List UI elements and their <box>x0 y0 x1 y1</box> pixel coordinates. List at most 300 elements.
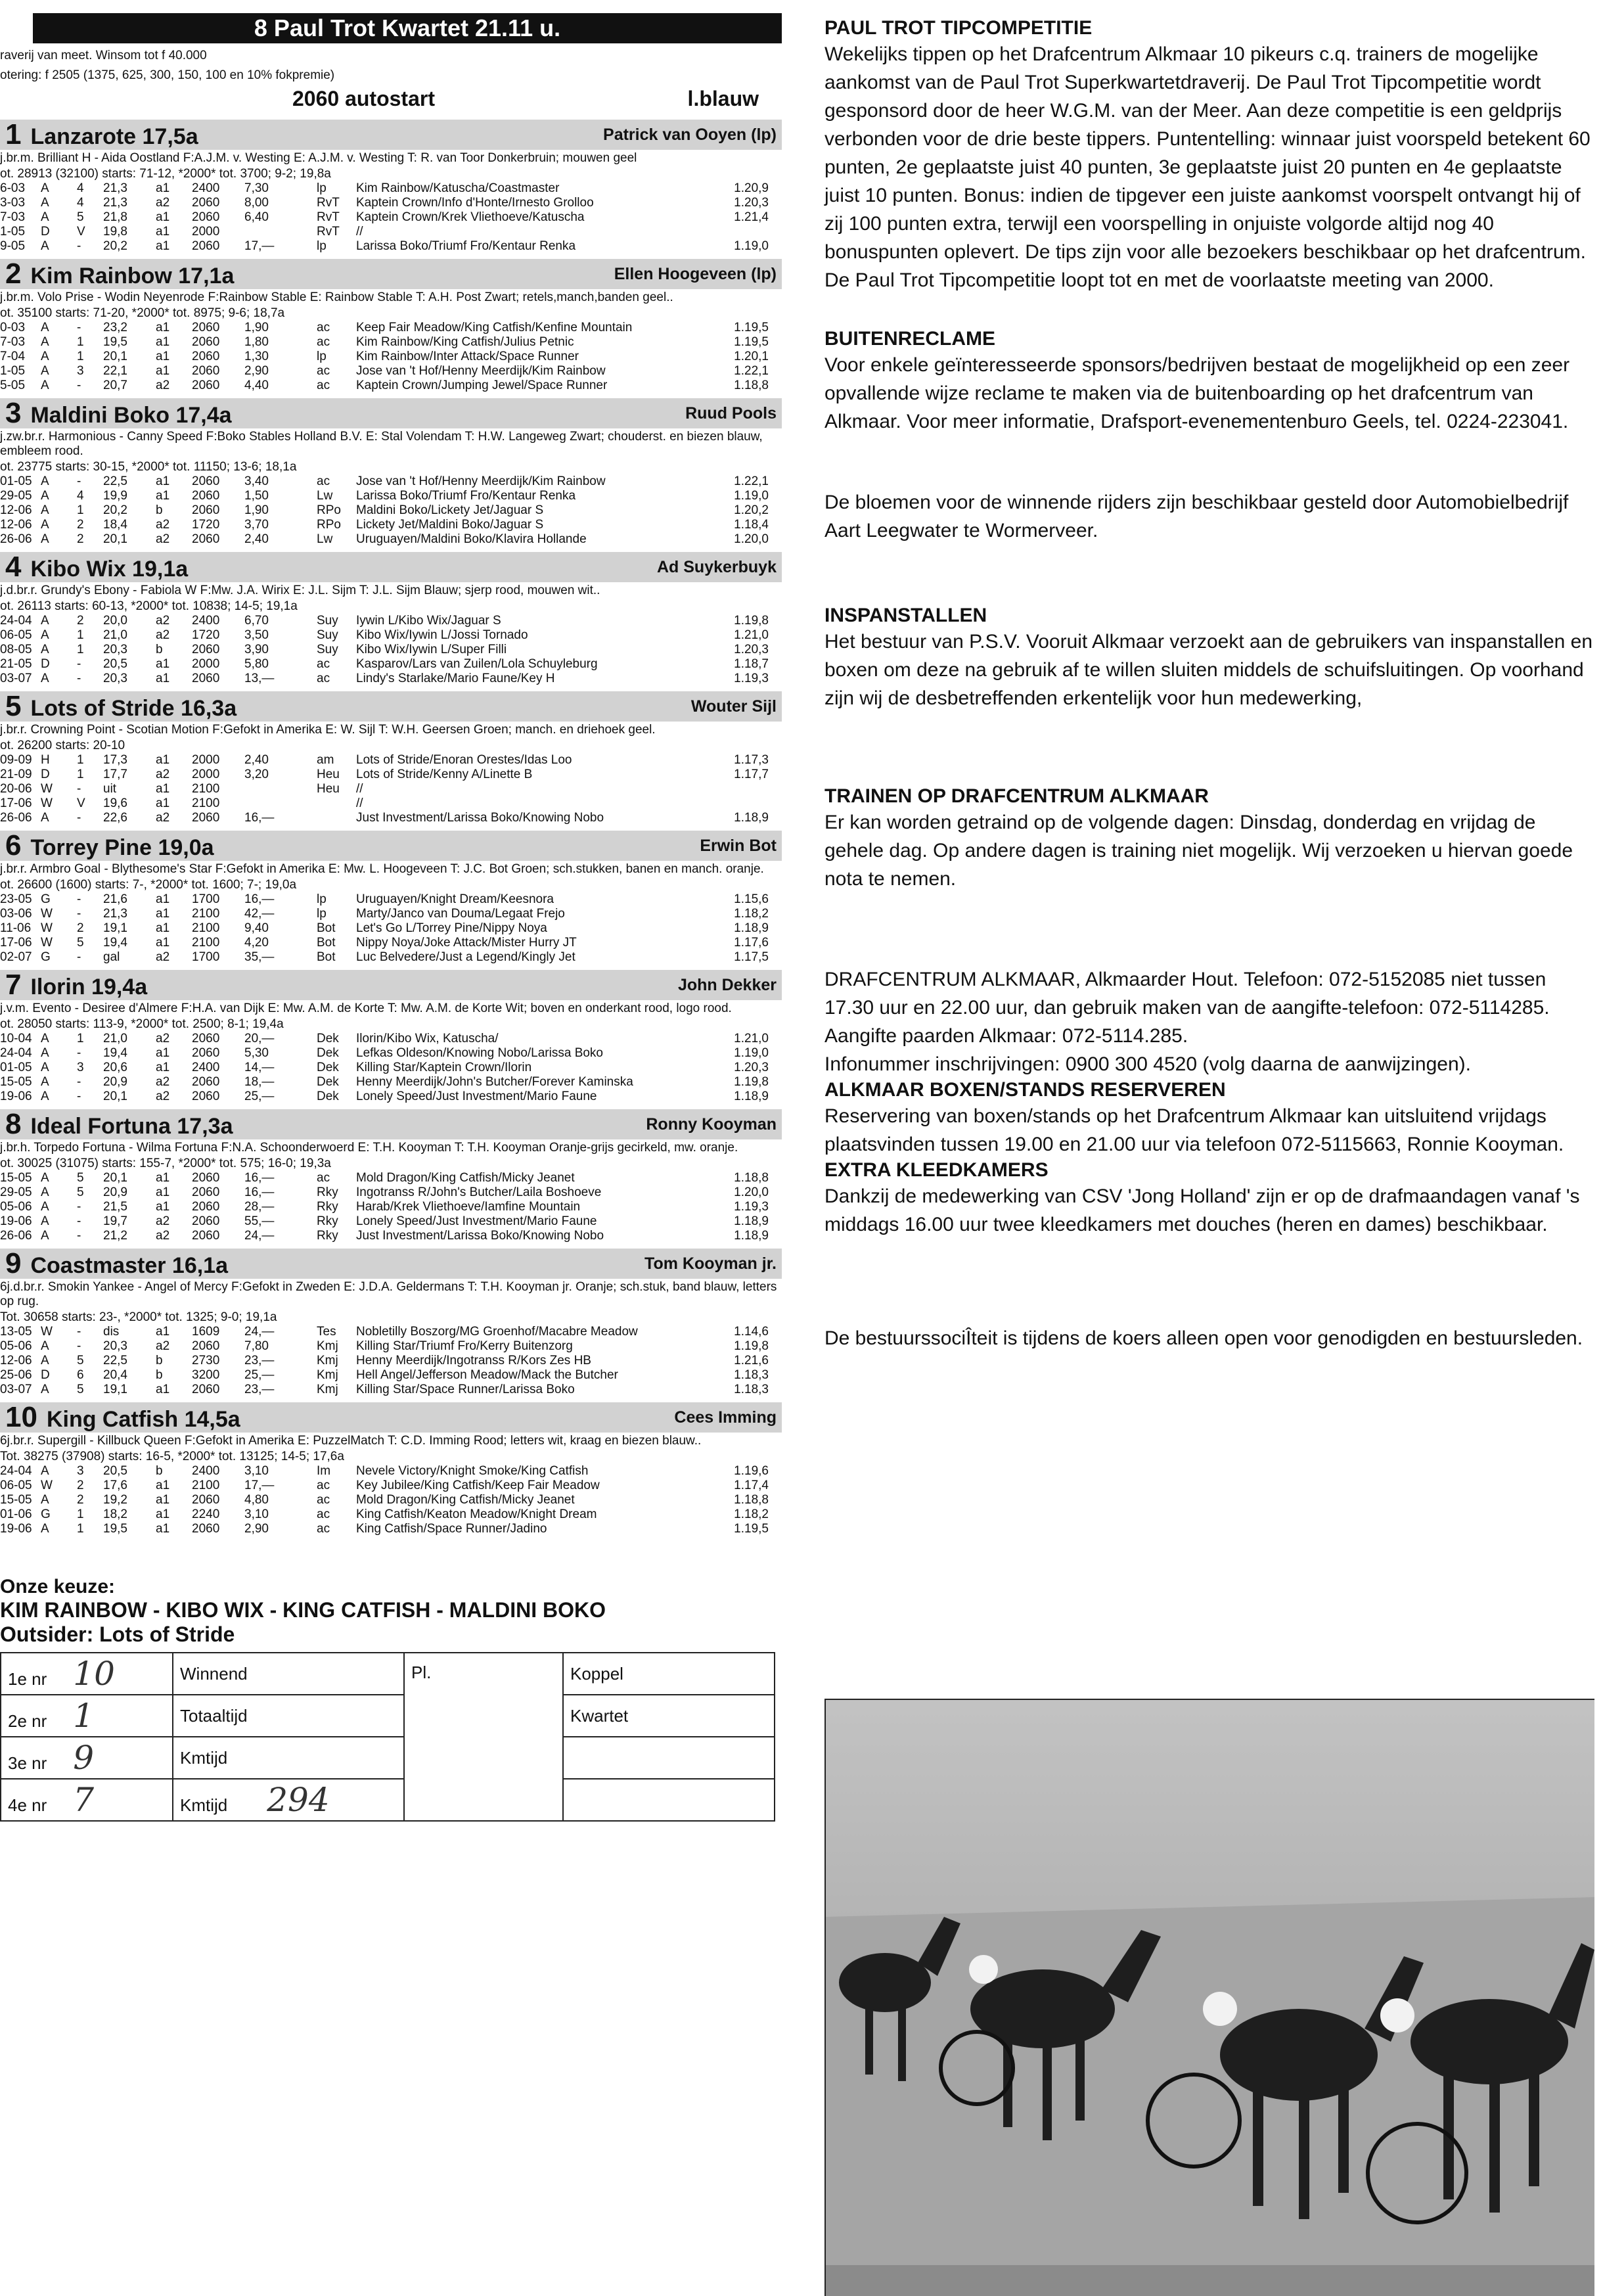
run-cell: a1 <box>156 921 170 935</box>
horse-header <box>0 970 782 1000</box>
horse-header <box>0 398 782 428</box>
run-cell: - <box>77 1339 81 1353</box>
form-cell[interactable] <box>1 1653 173 1695</box>
run-cell: 1.15,6 <box>734 892 769 906</box>
run-row <box>0 1061 769 1075</box>
run-cell: a2 <box>156 532 170 546</box>
run-cell: a2 <box>156 1229 170 1243</box>
run-row <box>0 1229 769 1243</box>
run-cell: a1 <box>156 892 170 906</box>
run-row <box>0 1368 769 1383</box>
form-cell[interactable]: Winnend <box>173 1653 404 1695</box>
horse-number: 10 <box>5 1401 37 1433</box>
run-cell: Ingotranss R/John's Butcher/Laila Boshoeve <box>356 1185 602 1199</box>
run-cell: 4 <box>77 489 84 503</box>
run-row <box>0 936 769 950</box>
run-cell: A <box>41 628 49 642</box>
race-header: 8 Paul Trot Kwartet 21.11 u. <box>33 13 782 43</box>
run-row <box>0 1493 769 1507</box>
run-cell: a1 <box>156 321 170 334</box>
recent-runs <box>0 1032 769 1104</box>
run-cell: Rky <box>317 1185 338 1199</box>
section-title: PAUL TROT TIPCOMPETITIE <box>824 17 1093 39</box>
run-cell: 1.18,7 <box>734 657 769 671</box>
run-cell: - <box>77 892 81 906</box>
run-cell: A <box>41 1383 49 1396</box>
run-cell: a2 <box>156 768 170 781</box>
run-cell: 5 <box>77 1171 84 1185</box>
run-cell: a1 <box>156 1325 170 1339</box>
run-cell: 17,— <box>244 1479 275 1492</box>
run-cell: A <box>41 1214 49 1228</box>
run-cell: 03-06 <box>0 907 32 921</box>
run-cell: 2060 <box>192 1200 220 1214</box>
run-cell: G <box>41 1507 51 1521</box>
run-cell: - <box>77 657 81 671</box>
run-cell: W <box>41 936 53 950</box>
run-cell: 21,3 <box>103 196 127 210</box>
run-cell: // <box>356 782 363 796</box>
form-cell[interactable]: Koppel <box>563 1653 775 1695</box>
horse-title: Ilorin 19,4a <box>30 975 148 999</box>
photo-illustration <box>826 1700 1594 2296</box>
run-cell: 2060 <box>192 321 220 334</box>
run-cell: 2060 <box>192 1046 220 1060</box>
horse-list <box>0 120 782 1536</box>
run-cell: 1700 <box>192 892 220 906</box>
run-cell: 25,— <box>244 1090 275 1103</box>
horse-number: 6 <box>5 829 22 861</box>
run-cell: 26-06 <box>0 532 32 546</box>
run-row <box>0 768 769 782</box>
run-cell: 2100 <box>192 1479 220 1492</box>
run-cell: Lindy's Starlake/Mario Faune/Key H <box>356 672 555 685</box>
form-cell[interactable] <box>563 1779 775 1821</box>
run-cell: a1 <box>156 474 170 488</box>
run-cell: 20,9 <box>103 1185 127 1199</box>
run-cell: 2060 <box>192 1383 220 1396</box>
run-row <box>0 239 769 254</box>
run-cell: Lots of Stride/Kenny A/Linette B <box>356 768 533 781</box>
horse-name <box>5 829 214 862</box>
run-cell: 2060 <box>192 1339 220 1353</box>
run-cell: D <box>41 225 50 239</box>
run-cell: Kmj <box>317 1354 338 1367</box>
form-row <box>1 1695 775 1737</box>
run-cell: 2060 <box>192 1185 220 1199</box>
run-cell: 12-06 <box>0 518 32 532</box>
run-cell: 2 <box>77 921 84 935</box>
form-cell[interactable] <box>1 1779 173 1821</box>
run-row <box>0 907 769 921</box>
section-text: DRAFCENTRUM ALKMAAR, Alkmaarder Hout. Telefoon: 072-5152085 niet tussen 17.30 uur en 22.00 uur, dan gebruik maken van de aangifte-telefoon: 072-5114285. <box>824 969 1550 1019</box>
run-cell: - <box>77 379 81 392</box>
run-cell: 23,2 <box>103 321 127 334</box>
run-cell: Nevele Victory/Knight Smoke/King Catfish <box>356 1464 589 1478</box>
horse-entry <box>0 1249 782 1397</box>
horse-title: Maldini Boko 17,4a <box>30 403 232 428</box>
form-cell[interactable] <box>563 1737 775 1779</box>
run-cell: 2730 <box>192 1354 220 1367</box>
run-cell: 1.19,8 <box>734 1339 769 1353</box>
run-cell: 20,3 <box>103 643 127 656</box>
run-cell: 16,— <box>244 1171 275 1185</box>
run-cell: 06-05 <box>0 628 32 642</box>
run-cell: A <box>41 196 49 210</box>
run-cell: 5,30 <box>244 1046 269 1060</box>
run-cell: 3 <box>77 364 84 378</box>
run-cell: b <box>156 1354 163 1367</box>
run-cell: 1.20,0 <box>734 1185 769 1199</box>
run-cell: Harab/Krek Vliethoeve/Iamfine Mountain <box>356 1200 581 1214</box>
run-row <box>0 1046 769 1061</box>
run-cell: lp <box>317 892 327 906</box>
run-cell: 1.18,2 <box>734 907 769 921</box>
run-cell: Luc Belvedere/Just a Legend/Kingly Jet <box>356 950 576 964</box>
run-cell: 1 <box>77 350 84 363</box>
recent-runs <box>0 892 769 965</box>
run-cell: Iywin L/Kibo Wix/Jaguar S <box>356 614 501 628</box>
run-cell: Heu <box>317 768 340 781</box>
run-cell: 26-06 <box>0 1229 32 1243</box>
run-cell: 1.21,0 <box>734 1032 769 1045</box>
run-cell: 5,80 <box>244 657 269 671</box>
run-cell: Bot <box>317 950 336 964</box>
horse-title: Lanzarote 17,5a <box>30 124 198 149</box>
run-cell: a2 <box>156 614 170 628</box>
form-row <box>1 1737 775 1779</box>
run-cell: A <box>41 532 49 546</box>
run-cell: Killing Star/Triumf Fro/Kerry Buitenzorg <box>356 1339 573 1353</box>
run-cell: 01-05 <box>0 474 32 488</box>
run-cell: a1 <box>156 489 170 503</box>
horse-pedigree: j.br.m. Volo Prise - Wodin Neyenrode F:Rainbow Stable E: Rainbow Stable T: A.H. Post Zwart; retels,manch,banden geel.. <box>0 290 673 304</box>
run-cell: 22,5 <box>103 1354 127 1367</box>
run-cell: 2100 <box>192 936 220 950</box>
run-cell: a2 <box>156 379 170 392</box>
run-cell: W <box>41 1479 53 1492</box>
run-cell: A <box>41 239 49 253</box>
horse-driver: Ellen Hoogeveen (lp) <box>614 264 777 283</box>
run-cell: 21,8 <box>103 210 127 224</box>
run-cell: 29-05 <box>0 1185 32 1199</box>
run-cell: 2,90 <box>244 364 269 378</box>
run-cell: 19,4 <box>103 936 127 950</box>
run-cell: Kim Rainbow/King Catfish/Julius Petnic <box>356 335 574 349</box>
run-cell: b <box>156 1368 163 1382</box>
run-cell: 13,— <box>244 672 275 685</box>
horse-stats: ot. 28913 (32100) starts: 71-12, *2000* tot. 3700; 9-2; 19,8a <box>0 167 331 181</box>
horse-number: 9 <box>5 1247 22 1279</box>
run-cell: 20,5 <box>103 1464 127 1478</box>
run-cell: - <box>77 811 81 825</box>
run-cell: Key Jubilee/King Catfish/Keep Fair Meadow <box>356 1479 600 1492</box>
run-cell: 2400 <box>192 181 220 195</box>
section-title: INSPANSTALLEN <box>824 605 987 626</box>
info-column <box>824 16 1593 1352</box>
run-cell: b <box>156 503 163 517</box>
run-cell: 22,1 <box>103 364 127 378</box>
run-cell: 17,3 <box>103 753 127 767</box>
run-cell: 1.19,5 <box>734 1522 769 1536</box>
run-cell: A <box>41 1229 49 1243</box>
horse-title: Kibo Wix 19,1a <box>30 557 189 582</box>
run-cell: Kasparov/Lars van Zuilen/Lola Schuyleburg <box>356 657 598 671</box>
section-text: Aangifte paarden Alkmaar: 072-5114.285. <box>824 1025 1188 1047</box>
run-cell: D <box>41 768 50 781</box>
horse-driver: Erwin Bot <box>700 836 777 855</box>
run-cell: 1.20,9 <box>734 181 769 195</box>
run-cell: a1 <box>156 364 170 378</box>
run-cell: Jose van 't Hof/Henny Meerdijk/Kim Rainbow <box>356 364 606 378</box>
run-row <box>0 1325 769 1339</box>
run-row <box>0 503 769 518</box>
run-cell: 21,6 <box>103 892 127 906</box>
run-cell: Lw <box>317 532 333 546</box>
run-cell: Let's Go L/Torrey Pine/Nippy Noya <box>356 921 547 935</box>
run-cell: W <box>41 782 53 796</box>
run-cell: 4,40 <box>244 379 269 392</box>
run-cell: G <box>41 892 51 906</box>
section-bloemen <box>824 488 1593 545</box>
run-cell: ac <box>317 1507 330 1521</box>
run-cell: 19,9 <box>103 489 127 503</box>
run-cell: W <box>41 921 53 935</box>
run-cell: 20,1 <box>103 350 127 363</box>
run-cell: a1 <box>156 1061 170 1074</box>
run-cell: 2060 <box>192 239 220 253</box>
handwritten-number: 9 <box>73 1739 95 1777</box>
run-cell: 2400 <box>192 1061 220 1074</box>
run-cell: 1.17,4 <box>734 1479 769 1492</box>
run-cell: Kaptein Crown/Krek Vliethoeve/Katuscha <box>356 210 585 224</box>
run-cell: Suy <box>317 614 338 628</box>
run-cell: - <box>77 321 81 334</box>
run-cell: D <box>41 1368 50 1382</box>
run-cell: Lonely Speed/Just Investment/Mario Faune <box>356 1214 597 1228</box>
run-cell: 2060 <box>192 196 220 210</box>
run-cell: Kmj <box>317 1383 338 1396</box>
run-cell: A <box>41 1090 49 1103</box>
run-cell: - <box>77 1214 81 1228</box>
run-cell <box>244 796 317 811</box>
section-trainen <box>824 785 1593 893</box>
run-cell: 12-06 <box>0 503 32 517</box>
run-cell: 1609 <box>192 1325 220 1339</box>
run-cell: am <box>317 753 334 767</box>
run-cell: a1 <box>156 1383 170 1396</box>
race-colour: l.blauw <box>687 87 759 110</box>
run-cell: Just Investment/Larissa Boko/Knowing Nobo <box>356 1229 604 1243</box>
run-cell: 1.19,0 <box>734 489 769 503</box>
run-cell: - <box>77 1229 81 1243</box>
form-cell[interactable]: Pl. <box>404 1653 563 1821</box>
run-cell: Kim Rainbow/Inter Attack/Space Runner <box>356 350 579 363</box>
recent-runs <box>0 321 769 393</box>
run-cell: Kibo Wix/Iywin L/Super Filli <box>356 643 507 656</box>
horse-stats: Tot. 38275 (37908) starts: 16-5, *2000* tot. 13125; 14-5; 17,6a <box>0 1450 344 1463</box>
horse-number: 2 <box>5 258 22 290</box>
horse-header <box>0 552 782 582</box>
horse-entry <box>0 259 782 393</box>
run-cell: 28,— <box>244 1200 275 1214</box>
run-cell: Mold Dragon/King Catfish/Micky Jeanet <box>356 1493 575 1507</box>
run-cell: 1.20,1 <box>734 350 769 363</box>
run-cell: a2 <box>156 1214 170 1228</box>
run-cell: RPo <box>317 503 341 517</box>
run-cell: 1 <box>77 1522 84 1536</box>
run-row <box>0 643 769 657</box>
run-cell: King Catfish/Keaton Meadow/Knight Dream <box>356 1507 597 1521</box>
run-cell: 19,7 <box>103 1214 127 1228</box>
section-text: Infonummer inschrijvingen: 0900 300 4520 (volg daarna de aanwijzingen). <box>824 1053 1471 1075</box>
run-cell: 2400 <box>192 614 220 628</box>
run-cell: 1.17,3 <box>734 753 769 767</box>
run-cell: 8,00 <box>244 196 269 210</box>
run-cell: 21-09 <box>0 768 32 781</box>
run-cell: ac <box>317 657 330 671</box>
run-row <box>0 950 769 965</box>
horse-driver: Ronny Kooyman <box>646 1114 777 1134</box>
run-cell: Rky <box>317 1229 338 1243</box>
run-cell: a1 <box>156 907 170 921</box>
run-cell: 2060 <box>192 1032 220 1045</box>
form-row <box>1 1779 775 1821</box>
run-cell: 15-05 <box>0 1171 32 1185</box>
run-cell: 1.21,4 <box>734 210 769 224</box>
run-cell: 4 <box>77 196 84 210</box>
horse-name <box>5 1401 240 1434</box>
run-cell: - <box>77 1200 81 1214</box>
run-cell: 3 <box>77 1464 84 1478</box>
horse-driver: Ad Suykerbuyk <box>656 557 777 576</box>
run-cell: Larissa Boko/Triumf Fro/Kentaur Renka <box>356 489 576 503</box>
run-cell: 2,40 <box>244 753 269 767</box>
run-cell: 2060 <box>192 210 220 224</box>
run-cell: Maldini Boko/Lickety Jet/Jaguar S <box>356 503 544 517</box>
run-cell: 1 <box>77 335 84 349</box>
run-cell: 16,— <box>244 811 275 825</box>
run-cell: 2000 <box>192 768 220 781</box>
run-cell: Kaptein Crown/Info d'Honte/Irnesto Grolloo <box>356 196 594 210</box>
run-cell: 20,1 <box>103 1171 127 1185</box>
run-cell <box>678 796 769 811</box>
horse-title: Lots of Stride 16,3a <box>30 696 237 721</box>
run-cell: a2 <box>156 1090 170 1103</box>
run-cell: 4 <box>77 181 84 195</box>
form-cell[interactable] <box>1 1695 173 1737</box>
run-row <box>0 1214 769 1229</box>
run-row <box>0 489 769 503</box>
form-cell[interactable]: Totaaltijd <box>173 1695 404 1737</box>
run-cell: 19,5 <box>103 1522 127 1536</box>
horse-pedigree: 6j.br.r. Supergill - Killbuck Queen F:Gefokt in Amerika E: PuzzelMatch T: C.D. Imming Rood; letters wit, kraag en biezen blauw.. <box>0 1434 702 1448</box>
run-cell: a1 <box>156 782 170 796</box>
run-cell: A <box>41 364 49 378</box>
run-cell: Lots of Stride/Enoran Orestes/Idas Loo <box>356 753 572 767</box>
run-row <box>0 196 769 210</box>
run-cell: 1.21,0 <box>734 628 769 642</box>
run-cell: 13-05 <box>0 1325 32 1339</box>
section-inspanstallen <box>824 604 1593 712</box>
run-cell: Dek <box>317 1075 339 1089</box>
horse-stats: ot. 35100 starts: 71-20, *2000* tot. 8975; 9-6; 18,7a <box>0 306 285 320</box>
run-row <box>0 1522 769 1536</box>
section-text: Dankzij de medewerking van CSV 'Jong Holland' zijn er op de drafmaandagen vanaf 's middags 16.00 uur twee kleedkamers met douches (heren en dames) beschikbaar. <box>824 1185 1580 1235</box>
run-cell: 17-06 <box>0 796 32 810</box>
run-cell: dis <box>103 1325 120 1339</box>
run-cell: a2 <box>156 811 170 825</box>
form-cell[interactable]: Kmtijd <box>173 1737 404 1779</box>
run-cell: V <box>77 796 85 810</box>
run-cell: 2000 <box>192 657 220 671</box>
section-title: ALKMAAR BOXEN/STANDS RESERVEREN <box>824 1079 1226 1101</box>
run-cell: Uruguayen/Knight Dream/Keesnora <box>356 892 554 906</box>
run-cell: A <box>41 1185 49 1199</box>
form-cell[interactable] <box>1 1737 173 1779</box>
run-cell: RvT <box>317 225 340 239</box>
run-cell: 05-06 <box>0 1200 32 1214</box>
form-cell[interactable] <box>173 1779 404 1821</box>
recent-runs <box>0 181 769 254</box>
run-cell: King Catfish/Space Runner/Jadino <box>356 1522 547 1536</box>
form-cell[interactable]: Kwartet <box>563 1695 775 1737</box>
run-cell: Bot <box>317 921 336 935</box>
run-cell: 18,— <box>244 1075 275 1089</box>
run-cell: 3,90 <box>244 643 269 656</box>
run-cell: 1.18,8 <box>734 379 769 392</box>
run-cell: ac <box>317 1171 330 1185</box>
run-cell: 3-03 <box>0 196 26 210</box>
run-cell: // <box>356 225 363 239</box>
run-cell <box>244 225 317 239</box>
run-cell: A <box>41 350 49 363</box>
run-cell: a2 <box>156 1075 170 1089</box>
run-cell: 20,5 <box>103 657 127 671</box>
run-row <box>0 210 769 225</box>
run-row <box>0 672 769 686</box>
run-row <box>0 379 769 393</box>
run-cell: - <box>77 907 81 921</box>
handwritten-number: 10 <box>73 1655 115 1693</box>
race-conditions: raverij van meet. Winsom tot f 40.000 <box>0 49 207 62</box>
run-cell: 1.18,3 <box>734 1383 769 1396</box>
horse-pedigree: j.v.m. Evento - Desiree d'Almere F:H.A. van Dijk E: Mw. A.M. de Korte T: Mw. A.M. de Korte Wit; boven en onderkant rood, logo rood. <box>0 1001 732 1015</box>
run-cell: Killing Star/Kaptein Crown/Ilorin <box>356 1061 532 1074</box>
run-cell: D <box>41 657 50 671</box>
run-cell: 16,— <box>244 892 275 906</box>
run-cell: 22,5 <box>103 474 127 488</box>
run-cell: - <box>77 782 81 796</box>
run-cell: 2100 <box>192 921 220 935</box>
run-cell: 20,3 <box>103 1339 127 1353</box>
run-cell: Lw <box>317 489 333 503</box>
run-cell: ac <box>317 1493 330 1507</box>
run-cell: Henny Meerdijk/Ingotranss R/Kors Zes HB <box>356 1354 591 1367</box>
run-cell: Keep Fair Meadow/King Catfish/Kenfine Mountain <box>356 321 633 334</box>
horse-name <box>5 1247 228 1280</box>
run-cell: 19-06 <box>0 1090 32 1103</box>
run-cell: a2 <box>156 1339 170 1353</box>
run-cell: 23,— <box>244 1383 275 1396</box>
run-cell: 21,3 <box>103 907 127 921</box>
section-buitenreclame <box>824 327 1593 436</box>
run-cell: 5 <box>77 210 84 224</box>
run-cell: 05-06 <box>0 1339 32 1353</box>
race-prizes: otering: f 2505 (1375, 625, 300, 150, 100 en 10% fokpremie) <box>0 68 335 82</box>
run-cell <box>678 782 769 796</box>
section-text: Het bestuur van P.S.V. Vooruit Alkmaar verzoekt aan de gebruikers van inspanstallen en boxen om deze na gebruik af te willen sluiten middels de schuifsluitingen. Op voorhand zijn wij de desbetreffenden erkentelijk voor hun medewerking, <box>824 631 1593 709</box>
